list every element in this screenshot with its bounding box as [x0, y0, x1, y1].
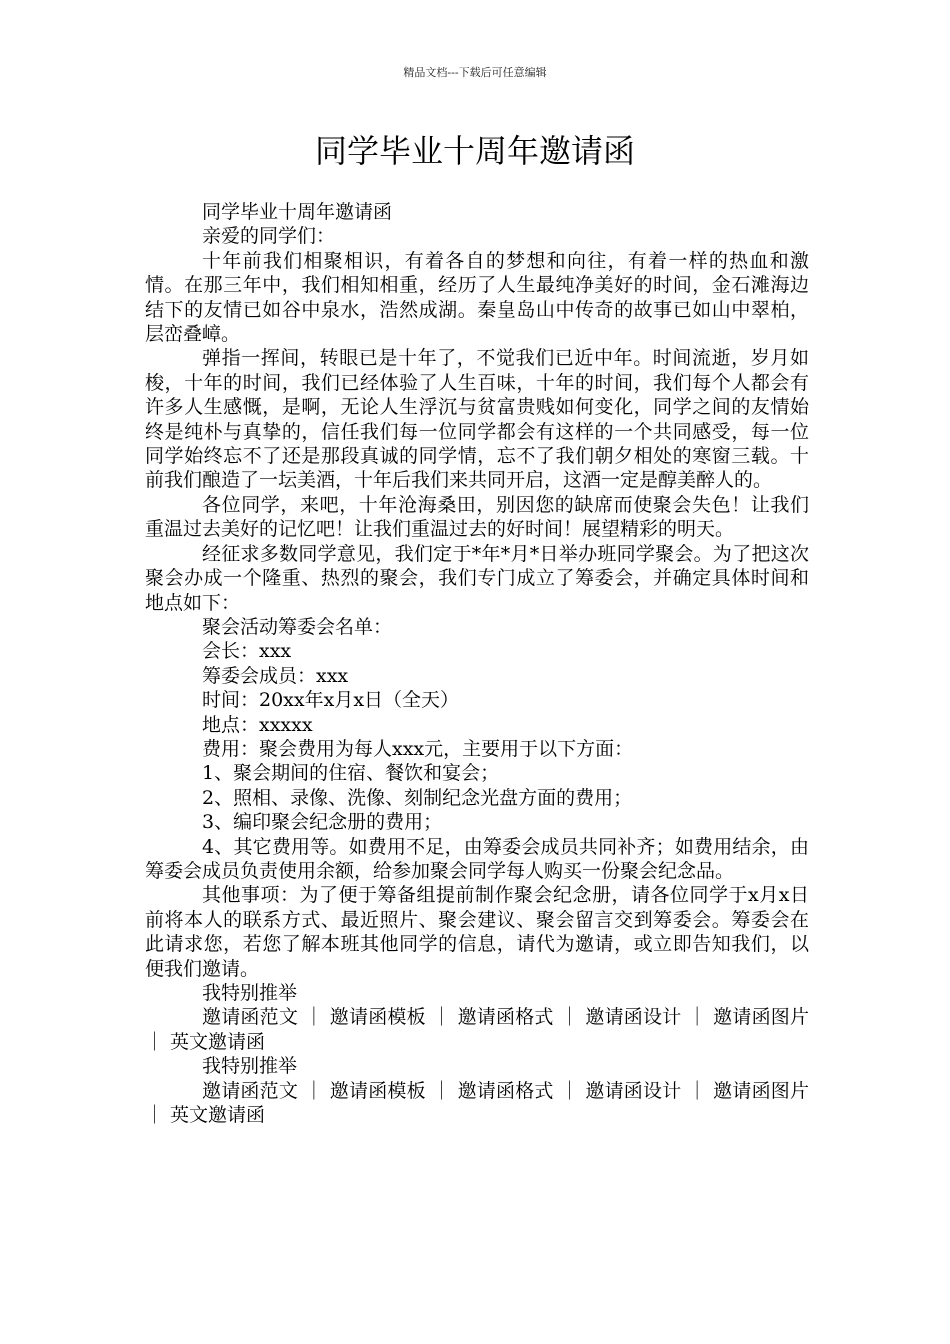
fee-item: 1、聚会期间的住宿、餐饮和宴会； [202, 762, 500, 785]
body-paragraph: 弹指一挥间，转眼已是十年了，不觉我们已近中年。时间流逝，岁月如梭，十年的时间，我们已经体验了人生百味，十年的时间，我们每个人都会有许多人生感慨，是啊，无论人生浮沉与贫富贵贱如何变化，同学之间的友情始终是纯朴与真挚的，信任我们每一位同学都会有这样的一个共同感受，每一位同学始终忘不了还是那段真诚的同学情，忘不了我们朝夕相处的寒窗三载。十前我们酿造了一坛美酒，十年后我们来共同开启，这酒一定是醇美醉人的。 [145, 347, 809, 492]
fee-item: 4、其它费用等。如费用不足，由筹委会成员共同补齐；如费用结余，由筹委会成员负责使用余额，给参加聚会同学每人购买一份聚会纪念品。 [145, 835, 809, 882]
fee-item: 3、编印聚会纪念册的费用； [202, 811, 443, 834]
page-header-note: 精品文档---下载后可任意编辑 [403, 66, 547, 79]
body-paragraph: 经征求多数同学意见，我们定于*年*月*日举办班同学聚会。为了把这次聚会办成一个隆重、热烈的聚会，我们专门成立了筹委会，并确定具体时间和地点如下： [145, 542, 809, 614]
body-paragraph: 各位同学，来吧，十年沧海桑田，别因您的缺席而使聚会失色！让我们重温过去美好的记忆吧！让我们重温过去的好时间！展望精彩的明天。 [145, 493, 809, 541]
recommend-heading: 我特别推举 [202, 1055, 298, 1078]
time-line: 时间：20xx年x月x日（全天） [202, 689, 460, 712]
committee-heading: 聚会活动筹委会名单： [202, 615, 393, 638]
location-line: 地点：xxxxx [202, 713, 313, 736]
recommend-heading: 我特别推举 [202, 982, 298, 1004]
other-matters: 其他事项：为了便于筹备组提前制作聚会纪念册，请各位同学于x月x日前将本人的联系方式、最近照片、聚会建议、聚会留言交到筹委会。筹委会在此请求您，若您了解本班其他同学的信息，请代为邀请，或立即告知我们，以便我们邀请。 [145, 884, 809, 980]
body-subtitle: 同学毕业十周年邀请函 [202, 201, 393, 223]
document-title: 同学毕业十周年邀请函 [314, 132, 635, 170]
fee-item: 2、照相、录像、洗像、刻制纪念光盘方面的费用； [202, 786, 633, 809]
president-line: 会长：xxx [202, 640, 292, 663]
fee-line: 费用：聚会费用为每人xxx元，主要用于以下方面： [202, 737, 634, 760]
greeting: 亲爱的同学们： [202, 225, 336, 248]
document-body [145, 200, 809, 1127]
recommend-links: 邀请函范文 ｜ 邀请函模板 ｜ 邀请函格式 ｜ 邀请函设计 ｜ 邀请函图片 ｜ 英文邀请函 [145, 1079, 809, 1127]
committee-members-line: 筹委会成员：xxx [202, 664, 349, 687]
recommend-links: 邀请函范文 ｜ 邀请函模板 ｜ 邀请函格式 ｜ 邀请函设计 ｜ 邀请函图片 ｜ 英文邀请函 [145, 1006, 809, 1053]
body-paragraph: 十年前我们相聚相识，有着各自的梦想和向往，有着一样的热血和激情。在那三年中，我们相知相重，经历了人生最纯净美好的时间，金石滩海边结下的友情已如谷中泉水，浩然成湖。秦皇岛山中传奇的故事已如山中翠柏，层峦叠嶂。 [145, 249, 809, 346]
